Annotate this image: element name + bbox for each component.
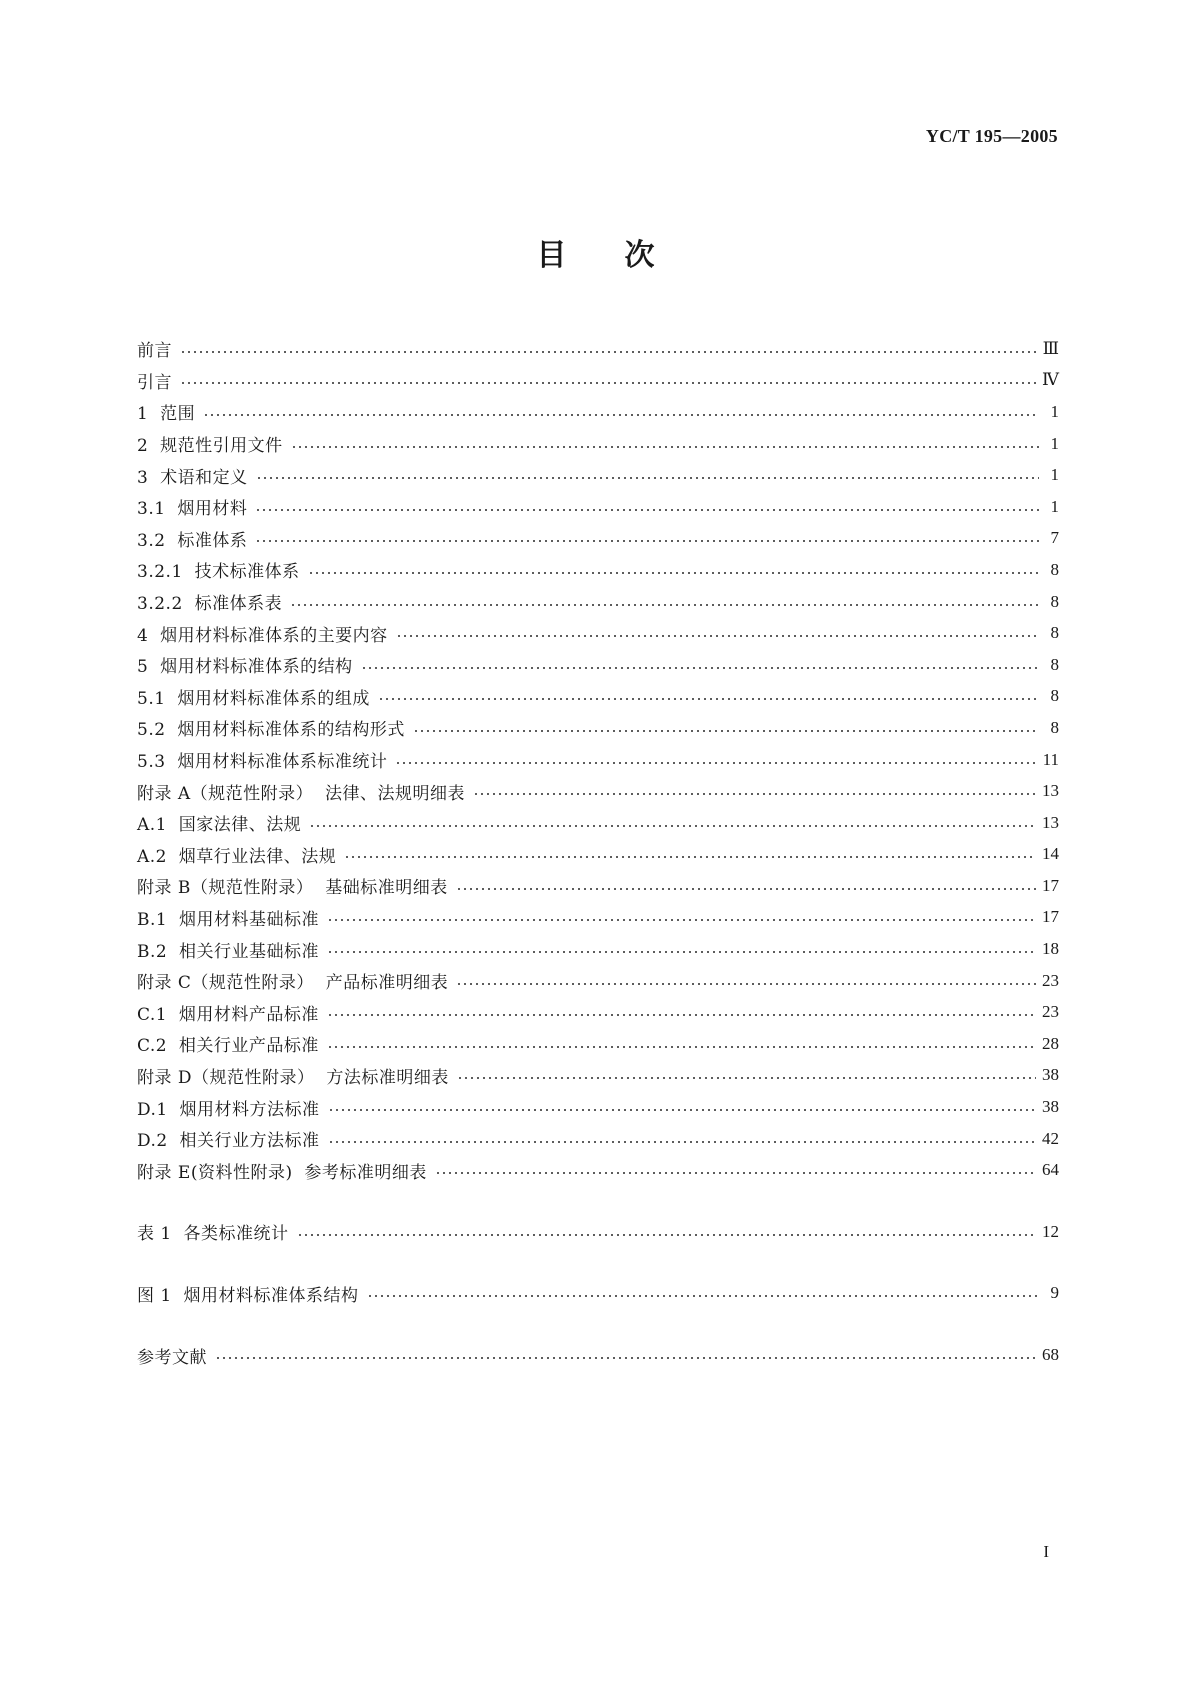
toc-leader-dots bbox=[291, 446, 1039, 448]
toc-entry-page: 68 bbox=[1042, 1345, 1059, 1365]
toc-entry-page: 8 bbox=[1050, 623, 1059, 643]
toc-leader-dots bbox=[309, 825, 1036, 827]
toc-entry[interactable] bbox=[137, 775, 1059, 807]
standard-code: YC/T 195—2005 bbox=[925, 126, 1058, 146]
toc-entry[interactable] bbox=[137, 870, 1059, 902]
toc-leader-dots bbox=[396, 635, 1039, 637]
toc-entry-label: 5 烟用材料标准体系的结构 bbox=[137, 657, 353, 678]
toc-entry-page: Ⅲ bbox=[1042, 338, 1059, 358]
toc-entry-page: 11 bbox=[1042, 749, 1059, 769]
toc-entry[interactable] bbox=[137, 965, 1059, 997]
toc-entry[interactable] bbox=[137, 365, 1059, 397]
toc-entry[interactable] bbox=[137, 333, 1059, 365]
toc-entry-label: 5.1 烟用材料标准体系的组成 bbox=[137, 688, 370, 709]
toc-leader-dots bbox=[457, 1077, 1036, 1079]
table-of-contents bbox=[137, 333, 1059, 1371]
toc-entry-page: 1 bbox=[1050, 496, 1059, 516]
toc-entry-label: C.2 相关行业产品标准 bbox=[137, 1036, 319, 1057]
toc-entry[interactable] bbox=[137, 1091, 1059, 1123]
toc-entry[interactable] bbox=[137, 649, 1059, 681]
toc-leader-dots bbox=[435, 1172, 1036, 1174]
toc-leader-dots bbox=[180, 382, 1036, 384]
toc-leader-dots bbox=[256, 477, 1039, 479]
toc-entry-label: 3 术语和定义 bbox=[137, 467, 248, 488]
toc-entry-label: D.2 相关行业方法标准 bbox=[137, 1131, 320, 1152]
toc-leader-dots bbox=[203, 414, 1039, 416]
toc-entry-label: 引言 bbox=[137, 372, 172, 393]
toc-entry-page: 1 bbox=[1050, 401, 1059, 421]
toc-entry-label: 4 烟用材料标准体系的主要内容 bbox=[137, 625, 388, 646]
toc-entry[interactable] bbox=[137, 1339, 1059, 1371]
toc-entry-page: 42 bbox=[1042, 1128, 1059, 1148]
toc-entry[interactable] bbox=[137, 1154, 1059, 1186]
toc-leader-dots bbox=[308, 572, 1039, 574]
toc-entry-label: C.1 烟用材料产品标准 bbox=[137, 1004, 319, 1025]
toc-entry-label: D.1 烟用材料方法标准 bbox=[137, 1099, 320, 1120]
toc-entry-page: 8 bbox=[1050, 686, 1059, 706]
toc-entry-page: 17 bbox=[1042, 907, 1059, 927]
toc-entry[interactable] bbox=[137, 744, 1059, 776]
toc-entry-page: 38 bbox=[1042, 1065, 1059, 1085]
toc-entry[interactable] bbox=[137, 933, 1059, 965]
toc-entry[interactable] bbox=[137, 1028, 1059, 1060]
toc-leader-dots bbox=[328, 1109, 1036, 1111]
toc-entry-label: 前言 bbox=[137, 341, 172, 362]
toc-entry-page: 8 bbox=[1050, 654, 1059, 674]
toc-entry-label: 图 1 烟用材料标准体系结构 bbox=[137, 1285, 359, 1306]
toc-entry[interactable] bbox=[137, 807, 1059, 839]
toc-entry[interactable] bbox=[137, 617, 1059, 649]
toc-leader-dots bbox=[255, 509, 1039, 511]
toc-entry-label: 附录 A（规范性附录） 法律、法规明细表 bbox=[137, 783, 465, 804]
toc-entry-page: 12 bbox=[1042, 1221, 1059, 1241]
toc-entry-label: 表 1 各类标准统计 bbox=[137, 1224, 289, 1245]
toc-leader-dots bbox=[378, 698, 1039, 700]
toc-leader-dots bbox=[327, 919, 1036, 921]
toc-entry-page: 7 bbox=[1050, 528, 1059, 548]
toc-entry-page: 1 bbox=[1050, 465, 1059, 485]
toc-leader-dots bbox=[180, 351, 1037, 353]
toc-entry[interactable] bbox=[137, 712, 1059, 744]
toc-leader-dots bbox=[327, 951, 1036, 953]
toc-entry-label: A.1 国家法律、法规 bbox=[137, 815, 302, 836]
toc-entry-page: 23 bbox=[1042, 1002, 1059, 1022]
toc-entry[interactable] bbox=[137, 523, 1059, 555]
page-title: 目次 bbox=[536, 238, 713, 273]
toc-entry-label: 5.2 烟用材料标准体系的结构形式 bbox=[137, 720, 405, 741]
toc-leader-dots bbox=[395, 762, 1036, 764]
toc-entry-page: 13 bbox=[1042, 781, 1059, 801]
toc-entry-label: 3.1 烟用材料 bbox=[137, 499, 248, 520]
toc-leader-dots bbox=[328, 1141, 1036, 1143]
toc-entry-page: 28 bbox=[1042, 1033, 1059, 1053]
toc-leader-dots bbox=[361, 667, 1039, 669]
toc-entry-page: 8 bbox=[1050, 559, 1059, 579]
toc-entry-page: 1 bbox=[1050, 433, 1059, 453]
toc-entry[interactable] bbox=[137, 1060, 1059, 1092]
toc-leader-dots bbox=[456, 888, 1036, 890]
toc-entry-page: 17 bbox=[1042, 875, 1059, 895]
toc-entry[interactable] bbox=[137, 839, 1059, 871]
page-number: I bbox=[1043, 1542, 1049, 1561]
toc-entry-label: B.1 烟用材料基础标准 bbox=[137, 909, 320, 930]
toc-entry[interactable] bbox=[137, 1123, 1059, 1155]
toc-entry-label: 附录 E(资料性附录) 参考标准明细表 bbox=[137, 1162, 427, 1183]
toc-entry-label: 3.2 标准体系 bbox=[137, 530, 248, 551]
toc-entry[interactable] bbox=[137, 554, 1059, 586]
toc-entry-label: 2 规范性引用文件 bbox=[137, 436, 283, 457]
toc-leader-dots bbox=[327, 1014, 1036, 1016]
toc-leader-dots bbox=[456, 983, 1036, 985]
toc-entry[interactable] bbox=[137, 428, 1059, 460]
toc-entry-label: 3.2.1 技术标准体系 bbox=[137, 562, 300, 583]
toc-entry-page: 13 bbox=[1042, 812, 1059, 832]
toc-entry-label: 附录 D（规范性附录） 方法标准明细表 bbox=[137, 1067, 449, 1088]
toc-entry-label: 1 范围 bbox=[137, 404, 196, 425]
toc-entry-page: 9 bbox=[1050, 1283, 1059, 1303]
toc-entry-page: 8 bbox=[1050, 591, 1059, 611]
toc-leader-dots bbox=[344, 856, 1036, 858]
toc-leader-dots bbox=[290, 604, 1039, 606]
toc-entry-page: 23 bbox=[1042, 970, 1059, 990]
toc-entry[interactable] bbox=[137, 902, 1059, 934]
toc-entry-label: 3.2.2 标准体系表 bbox=[137, 594, 283, 615]
toc-entry-label: A.2 烟草行业法律、法规 bbox=[137, 846, 337, 867]
toc-entry[interactable] bbox=[137, 996, 1059, 1028]
toc-entry[interactable] bbox=[137, 681, 1059, 713]
toc-entry[interactable] bbox=[137, 396, 1059, 428]
toc-entry[interactable] bbox=[137, 491, 1059, 523]
toc-entry-label: B.2 相关行业基础标准 bbox=[137, 941, 320, 962]
toc-leader-dots bbox=[215, 1357, 1036, 1359]
toc-entry[interactable] bbox=[137, 1216, 1059, 1248]
toc-entry[interactable] bbox=[137, 1278, 1059, 1310]
toc-entry-page: 38 bbox=[1042, 1097, 1059, 1117]
toc-entry[interactable] bbox=[137, 586, 1059, 618]
toc-entry[interactable] bbox=[137, 459, 1059, 491]
toc-leader-dots bbox=[413, 730, 1039, 732]
toc-entry-page: Ⅳ bbox=[1042, 370, 1059, 390]
toc-entry-label: 附录 B（规范性附录） 基础标准明细表 bbox=[137, 878, 448, 899]
toc-leader-dots bbox=[473, 793, 1036, 795]
toc-entry-label: 参考文献 bbox=[137, 1347, 207, 1368]
toc-entry-page: 64 bbox=[1042, 1160, 1059, 1180]
toc-entry-page: 14 bbox=[1042, 844, 1059, 864]
toc-entry-label: 附录 C（规范性附录） 产品标准明细表 bbox=[137, 973, 449, 994]
toc-entry-page: 18 bbox=[1042, 939, 1059, 959]
toc-leader-dots bbox=[367, 1295, 1039, 1297]
toc-leader-dots bbox=[255, 540, 1039, 542]
toc-leader-dots bbox=[297, 1234, 1036, 1236]
toc-leader-dots bbox=[327, 1046, 1036, 1048]
toc-entry-page: 8 bbox=[1050, 717, 1059, 737]
toc-entry-label: 5.3 烟用材料标准体系标准统计 bbox=[137, 752, 388, 773]
